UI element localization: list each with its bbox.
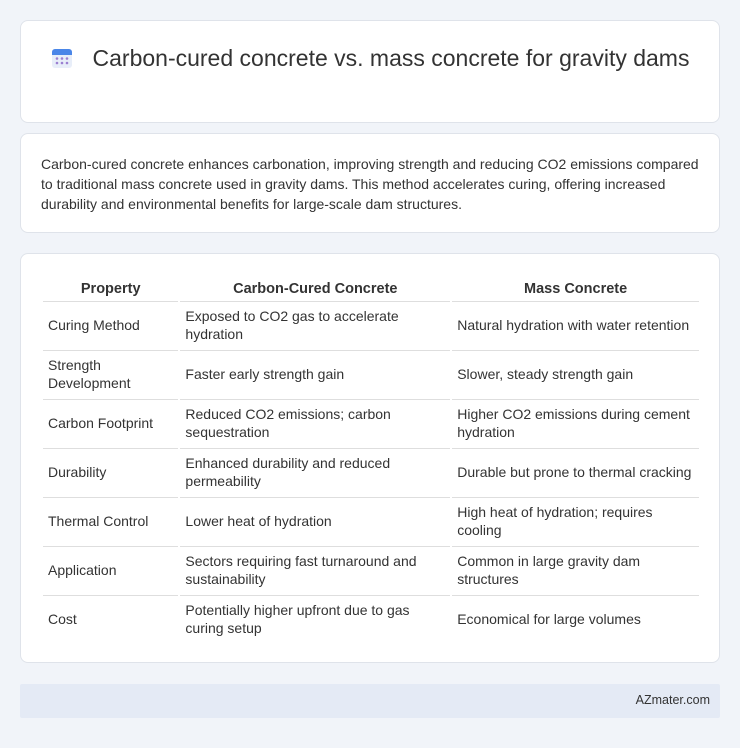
property-cell: Durability [43,448,178,495]
intro-card [20,133,720,233]
carbon-cured-cell: Exposed to CO2 gas to accelerate hydration [180,301,450,348]
mass-concrete-cell: Durable but prone to thermal cracking [452,448,699,495]
title-card [20,20,720,123]
mass-concrete-cell: Economical for large volumes [452,595,699,642]
mass-concrete-cell: Common in large gravity dam structures [452,546,699,593]
table-row [43,448,699,495]
carbon-cured-cell: Enhanced durability and reduced permeability [180,448,450,495]
table-row [43,546,699,593]
carbon-cured-cell: Sectors requiring fast turnaround and sustainability [180,546,450,593]
column-header-carbon-cured: Carbon-Cured Concrete [233,280,398,297]
table-row [43,399,699,446]
property-cell: Application [43,546,178,593]
carbon-cured-cell: Lower heat of hydration [180,497,450,544]
table-row [43,301,699,348]
property-cell: Carbon Footprint [43,399,178,446]
intro-paragraph: Carbon-cured concrete enhances carbonation, improving strength and reducing CO2 emissions compared to traditional mass concrete used in gravity dams. This method accelerates curing, offering increased durability and environmental benefits for large-scale dam structures. [41,156,699,212]
calendar-icon [51,47,73,69]
property-cell: Thermal Control [43,497,178,544]
footer-bar [20,684,720,718]
mass-concrete-cell: Natural hydration with water retention [452,301,699,348]
comparison-table [41,276,701,644]
property-cell: Cost [43,595,178,642]
page-title [21,44,719,73]
carbon-cured-cell: Faster early strength gain [180,350,450,397]
property-cell: Curing Method [43,301,178,348]
carbon-cured-cell: Reduced CO2 emissions; carbon sequestration [180,399,450,446]
table-row [43,497,699,544]
mass-concrete-cell: Slower, steady strength gain [452,350,699,397]
table-row [43,595,699,642]
footer-brand: AZmater.com [635,693,710,707]
carbon-cured-cell: Potentially higher upfront due to gas curing setup [180,595,450,642]
page-title-text: Carbon-cured concrete vs. mass concrete for gravity dams [92,45,690,71]
mass-concrete-cell: High heat of hydration; requires cooling [452,497,699,544]
table-row [43,350,699,397]
column-header-property: Property [80,280,141,297]
comparison-card [20,253,720,663]
property-cell: Strength Development [43,350,178,397]
column-header-mass-concrete: Mass Concrete [524,280,628,297]
mass-concrete-cell: Higher CO2 emissions during cement hydration [452,399,699,446]
table-header-row [43,278,699,299]
